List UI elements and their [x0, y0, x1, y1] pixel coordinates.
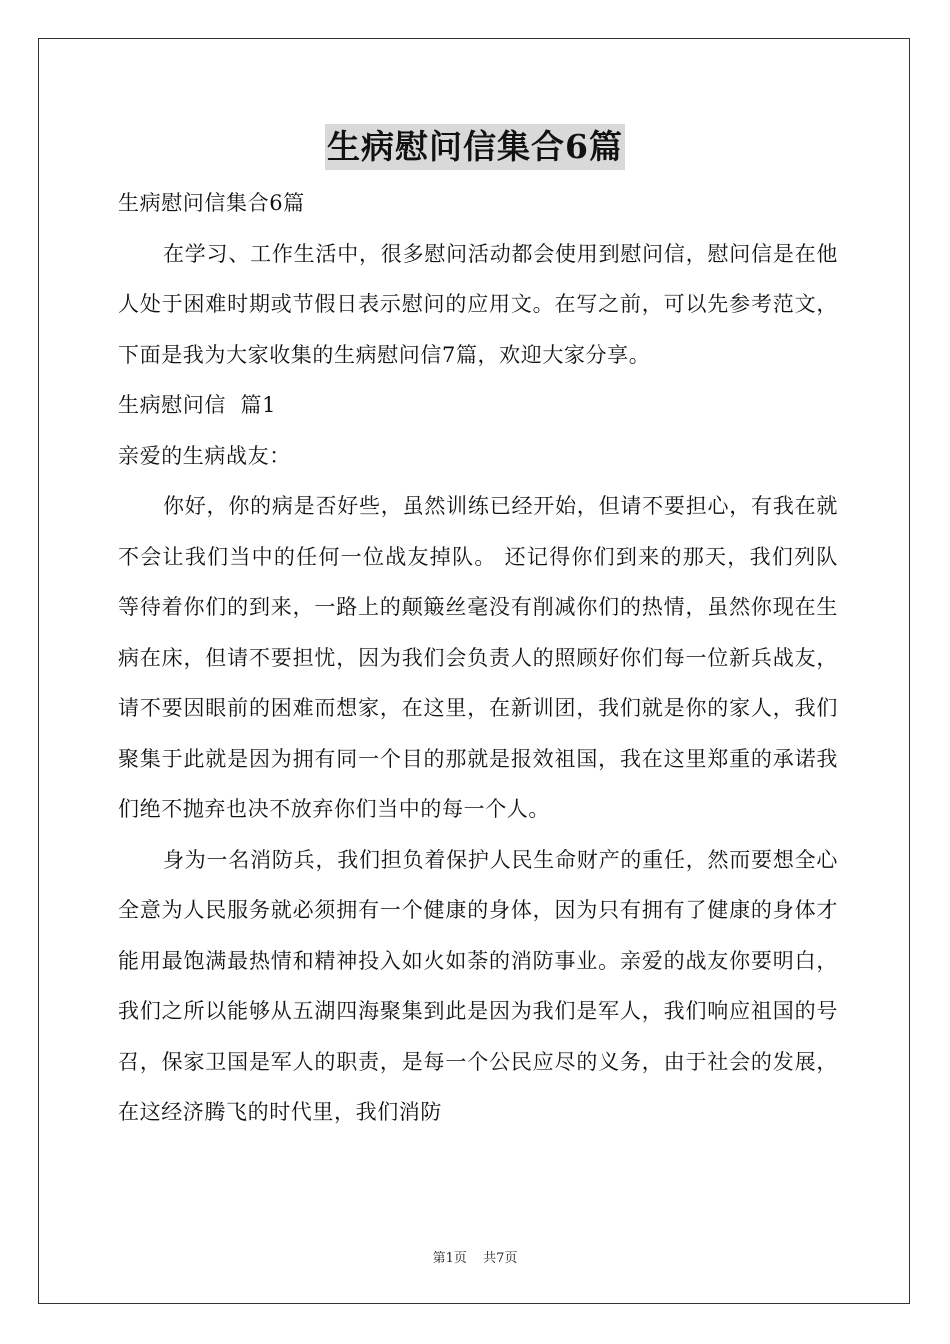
body-paragraph-1: 你好，你的病是否好些，虽然训练已经开始，但请不要担心，有我在就不会让我们当中的任何一位战友掉队。 还记得你们到来的那天，我们列队等待着你们的到来，一路上的颠簸丝毫没有削减你们的热情，虽然你现在生病在床，但请不要担忧，因为我们会负责人的照顾好你们每一位新兵战友，请不要因眼前的困难而想家，在这里，在新训团，我们就是你的家人，我们聚集于此就是因为拥有同一个目的那就是报效祖国，我在这里郑重的承诺我们绝不抛弃也决不放弃你们当中的每一个人。: [118, 494, 838, 821]
page-footer: [0, 1247, 950, 1266]
document-body: [118, 178, 838, 1138]
section-heading: 生病慰问信 篇1: [118, 393, 277, 417]
salutation: 亲爱的生病战友：: [118, 443, 291, 468]
document-subtitle: 生病慰问信集合6篇: [118, 191, 305, 215]
body-paragraph-2: 身为一名消防兵，我们担负着保护人民生命财产的重任，然而要想全心全意为人民服务就必须拥有一个健康的身体，因为只有拥有了健康的身体才能用最饱满最热情和精神投入如火如荼的消防事业。亲爱的战友你要明白，我们之所以能够从五湖四海聚集到此是因为我们是军人，我们响应祖国的号召，保家卫国是军人的职责，是每一个公民应尽的义务，由于社会的发展，在这经济腾飞的时代里，我们消防: [118, 847, 838, 1124]
title-container: [0, 124, 950, 170]
document-title: 生病慰问信集合6篇: [325, 124, 625, 170]
intro-paragraph: 在学习、工作生活中，很多慰问活动都会使用到慰问信，慰问信是在他人处于困难时期或节假日表示慰问的应用文。在写之前，可以先参考范文，下面是我为大家收集的生病慰问信7篇，欢迎大家分享。: [118, 241, 838, 367]
page-number: 第1页: [432, 1251, 467, 1266]
page-total: 共7页: [483, 1251, 518, 1266]
